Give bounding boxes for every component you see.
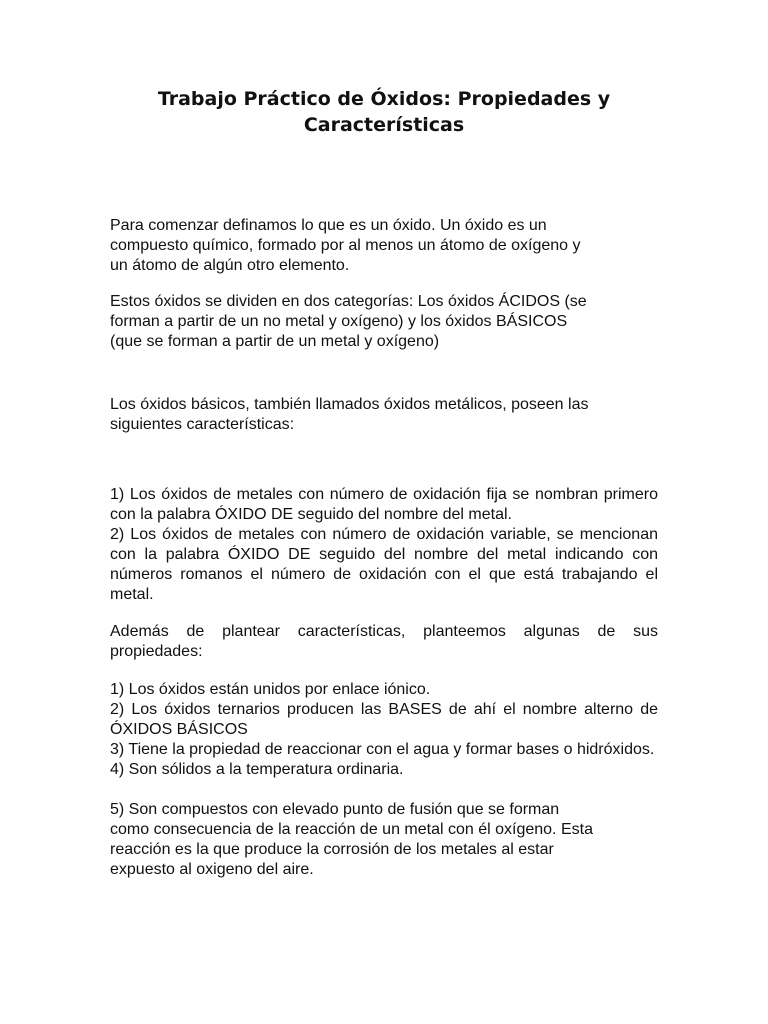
list-item: 2) Los óxidos ternarios producen las BASES de ahí el nombre alterno de ÓXIDOS BÁSICOS — [110, 701, 658, 738]
categories-line-1: Estos óxidos se dividen en dos categorías: Los óxidos ÁCIDOS (se — [110, 293, 587, 310]
characteristics-list — [110, 485, 658, 605]
properties-intro-text: Además de plantear características, planteemos algunas de sus propiedades: — [110, 623, 658, 660]
property-5-paragraph — [110, 800, 658, 880]
intro-line-1: Para comenzar definamos lo que es un óxido. Un óxido es un — [110, 217, 547, 234]
intro-paragraph — [110, 216, 658, 276]
list-item: 1) Los óxidos de metales con número de oxidación fija se nombran primero con la palabra ÓXIDO DE seguido del nombre del metal. — [110, 486, 658, 523]
title-line-1: Trabajo Práctico de Óxidos: Propiedades y — [157, 88, 611, 110]
properties-list — [110, 680, 658, 780]
intro-line-3: un átomo de algún otro elemento. — [110, 257, 350, 274]
document-title — [110, 86, 658, 138]
list-item: 3) Tiene la propiedad de reaccionar con el agua y formar bases o hidróxidos. — [110, 741, 655, 758]
properties-intro — [110, 622, 658, 662]
basic-oxides-intro-line-1: Los óxidos básicos, también llamados óxidos metálicos, poseen las — [110, 396, 589, 413]
categories-paragraph — [110, 292, 658, 352]
basic-oxides-intro-line-2: siguientes características: — [110, 416, 295, 433]
categories-line-2: forman a partir de un no metal y oxígeno) y los óxidos BÁSICOS — [110, 313, 568, 330]
title-line-2: Características — [303, 114, 465, 136]
property-5-line-3: reacción es la que produce la corrosión de los metales al estar — [110, 841, 554, 858]
property-5-line-2: como consecuencia de la reacción de un metal con él oxígeno. Esta — [110, 821, 593, 838]
list-item: 4) Son sólidos a la temperatura ordinaria. — [110, 761, 404, 778]
property-5-line-1: 5) Son compuestos con elevado punto de fusión que se forman — [110, 801, 560, 818]
property-5-line-4: expuesto al oxigeno del aire. — [110, 861, 314, 878]
basic-oxides-intro — [110, 395, 658, 435]
list-item: 1) Los óxidos están unidos por enlace iónico. — [110, 681, 431, 698]
categories-line-3: (que se forman a partir de un metal y oxígeno) — [110, 333, 440, 350]
intro-line-2: compuesto químico, formado por al menos un átomo de oxígeno y — [110, 237, 581, 254]
list-item: 2) Los óxidos de metales con número de oxidación variable, se mencionan con la palabra ÓXIDO DE seguido del nombre del metal indicando con números romanos el número de oxidación con el que está trabajando el metal. — [110, 526, 658, 603]
